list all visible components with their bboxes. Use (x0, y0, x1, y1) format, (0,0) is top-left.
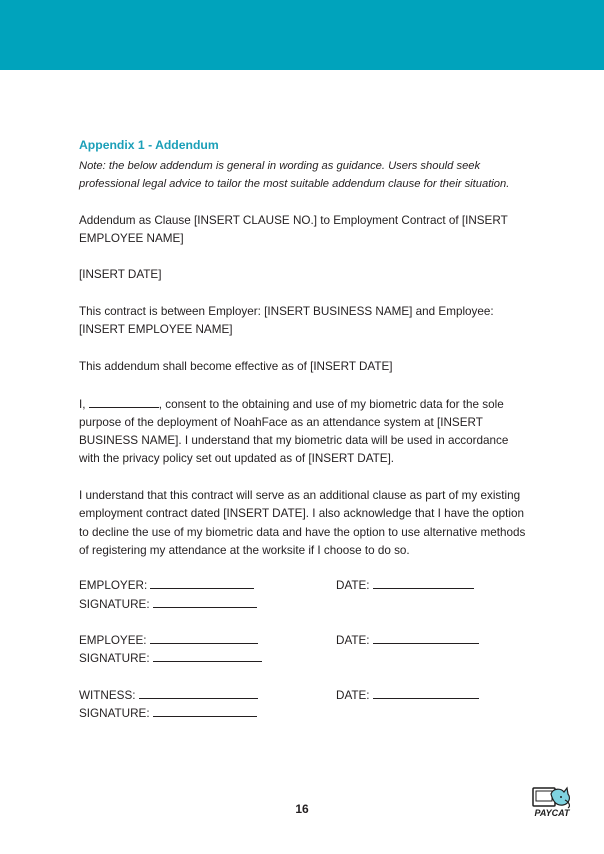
consent-text-start: I, (79, 397, 89, 411)
witness-line (139, 686, 258, 699)
date-line (373, 576, 474, 589)
page-number: 16 (295, 802, 309, 816)
consent-name-blank (89, 395, 159, 408)
employee-date (336, 631, 479, 650)
signature-label: SIGNATURE: (79, 707, 150, 721)
witness-signature-row (79, 704, 529, 722)
employee-row (79, 631, 529, 649)
consent-paragraph (79, 395, 529, 469)
date-placeholder-paragraph: [INSERT DATE] (79, 268, 162, 282)
employer-row (79, 576, 529, 594)
date-line (373, 686, 479, 699)
employee-label: EMPLOYEE: (79, 634, 147, 648)
parties-paragraph: This contract is between Employer: [INSERT BUSINESS NAME] and Employee: [INSERT EMPLOYEE NAME] (79, 305, 494, 337)
date-line (373, 631, 479, 644)
addendum-content (79, 137, 529, 723)
employer-label: EMPLOYER: (79, 579, 148, 593)
signature-label: SIGNATURE: (79, 597, 150, 611)
header-band (0, 0, 604, 70)
date-label: DATE: (336, 579, 370, 593)
witness-label: WITNESS: (79, 689, 136, 703)
signature-label: SIGNATURE: (79, 652, 150, 666)
employer-date (336, 576, 474, 595)
witness-row (79, 686, 529, 704)
effective-date-paragraph: This addendum shall become effective as of [INSERT DATE] (79, 359, 393, 373)
date-label: DATE: (336, 634, 370, 648)
appendix-heading: Appendix 1 - Addendum (79, 138, 219, 152)
guidance-note: Note: the below addendum is general in wording as guidance. Users should seek professional legal advice to tailor the most suitable addendum clause for their situation. (79, 160, 510, 191)
logo-wordmark: PAYCAT (534, 808, 570, 818)
signature-line (153, 649, 262, 662)
employer-signature-row (79, 595, 529, 613)
signature-line (153, 704, 257, 717)
date-label: DATE: (336, 689, 370, 703)
employer-line (150, 576, 254, 589)
employee-signature-row (79, 649, 529, 667)
acknowledgement-paragraph: I understand that this contract will serve as an additional clause as part of my existing employment contract dated [INSERT DATE]. I also acknowledge that I have the option to decline the use of my biometric data and have the option to use alternative methods of registering my attendance at the worksite if I choose to do so. (79, 489, 526, 557)
addendum-clause-paragraph: Addendum as Clause [INSERT CLAUSE NO.] to Employment Contract of [INSERT EMPLOYEE NAME] (79, 213, 508, 245)
witness-date (336, 686, 479, 705)
employee-line (150, 631, 258, 644)
signature-line (153, 595, 257, 608)
consent-text-rest: , consent to the obtaining and use of my biometric data for the sole purpose of the deployment of NoahFace as an attendance system at [INSERT BUSINESS NAME]. I understand that my biometric data will be used in accordance with the privacy policy set out updated as of [INSERT DATE]. (79, 397, 509, 466)
